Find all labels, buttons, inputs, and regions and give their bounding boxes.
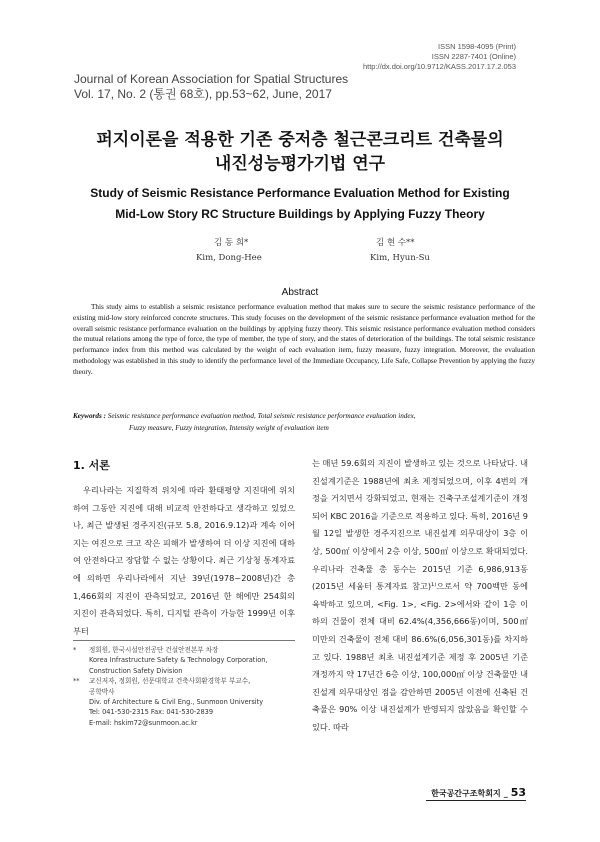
- issn-print: ISSN 1598-4095 (Print): [438, 42, 516, 51]
- footnote-1-line1: 정회원, 한국시설안전공단 건설안전본부 차장: [89, 646, 219, 654]
- footnote-2-line4: Tel: 041-530-2315 Fax: 041-530-2839: [89, 708, 214, 717]
- footnote-divider: [73, 640, 295, 641]
- footnote-2: [73, 676, 295, 728]
- footnotes: [73, 645, 295, 728]
- page-footer: [431, 786, 526, 799]
- english-title-line2: Mid-Low Story RC Structure Buildings by Applying Fuzzy Theory: [115, 207, 485, 221]
- journal-name: Journal of Korean Association for Spatial Structures: [74, 72, 349, 86]
- abstract-text: This study aims to establish a seismic resistance performance evaluation method that makes sure to secure the seismic resistance performance of the existing mid-low story reinforced concrete structures. This study focuses on the development of the seismic resistance performance evaluation method for the overall seismic resistance performance evaluation on the buildings by applying fuzzy theory. This seismic resistance performance evaluation method considers the mutual relations among the type of force, the type of member, the type of story, and the states of deterioration of the buildings. The total seismic resistance performance index from this method was calculated by the weight of each evaluation item, fuzzy measure, fuzzy integration. Moreover, the evaluation methodology was established in this study to identify the performance level of the Immediate Occupancy, Life Safe, Collapse Prevention by applying the fuzzy theory.: [73, 303, 535, 376]
- abstract-heading: Abstract: [281, 287, 319, 298]
- author-2: [370, 236, 430, 266]
- doi-link[interactable]: http://dx.doi.org/10.9712/KASS.2017.17.2.053: [362, 62, 516, 71]
- keywords-line1: [73, 410, 535, 422]
- page-number: 53: [510, 786, 526, 799]
- author-1-korean: 김 동 희*: [214, 238, 249, 248]
- right-column-body: 는 매년 59.6회의 지진이 발생하고 있는 것으로 나타났다. 내진설계기준은 1988년에 최초 제정되었으며, 이후 4번의 개정을 거치면서 강화되었고, 현재는 건축구조설계기준이 개정되어 KBC 2016을 기준으로 적용하고 있다. 특히, 2016년 9월 12일 발생한 경주지진으로 내진설계 의무대상이 3층 이상, 500㎡ 이상에서 2층 이상, 500㎡ 이상으로 확대되었다. 우리나라 건축물 총 동수는 2015년 기준 6,986,913동(2015년 세움터 통계자료 참고)¹⁾으로서 약 700백만 동에 육박하고 있으며, <Fig. 1>, <Fig. 2>에서와 같이 1층 이하의 건물이 전체 대비 62.4%(4,356,666동)이며, 500㎡ 미만의 건축물이 전체 대비 86.6%(6,056,301동)를 차지하고 있다. 1988년 최초 내진설계기준 제정 후 2005년 기준 개정까지 약 17년간 6층 이상, 100,000㎡ 이상 건축물만 내진설계 의무대상인 점을 감안하면 2005년 이전에 신축된 건축물은 90% 이상 내진설계가 반영되지 않았음을 확인할 수 있다. 따라: [312, 458, 529, 732]
- author-1-english: Kim, Dong-Hee: [196, 253, 262, 263]
- left-column-body: 우리나라는 지질학적 위치에 따라 환태평양 지진대에 위치하여 그동안 지진에 대해 비교적 안전하다고 생각하고 있었으나, 최근 발생된 경주지진(규모 5.8, 2016.9.12)과 계속 이어지는 여진으로 크고 작은 피해가 발생하여 더 이상 지진에 대하여 안전하다고 장담할 수 없는 상황이다. 최근 기상청 통계자료에 의하면 우리나라에서 지난 39년(1978~2008년)간 총 1,466회의 지진이 관측되었고, 2016년 한 해에만 254회의 지진이 관측되었다. 특히, 디지털 관측이 가능한 1999년 이후부터: [73, 485, 295, 636]
- keywords-text-1: Seismic resistance performance evaluation method, Total seismic resistance performance evaluation index,: [107, 412, 416, 420]
- footnote-2-line2: 공학박사: [89, 687, 115, 696]
- journal-header: [74, 72, 348, 102]
- english-title: [60, 183, 540, 225]
- volume-info: Vol. 17, No. 2 (통권 68호), pp.53~62, June, 2017: [74, 87, 332, 101]
- footnote-1-mark: *: [73, 646, 77, 654]
- footer-separator: _: [503, 789, 508, 798]
- footnote-2-email[interactable]: E-mail: hskim72@sunmoon.ac.kr: [89, 718, 198, 727]
- korean-title-line1: 퍼지이론을 적용한 기존 중저층 철근콘크리트 건축물의: [96, 130, 504, 150]
- footnote-1-line3: Construction Safety Division: [89, 666, 183, 675]
- keywords-line2: Fuzzy measure, Fuzzy integration, Intensity weight of evaluation item: [129, 424, 329, 432]
- author-1: [196, 236, 262, 266]
- author-2-english: Kim, Hyun-Su: [370, 253, 430, 263]
- footnote-2-line1: 교신저자, 정회원, 선문대학교 건축사회환경학부 부교수,: [89, 677, 251, 686]
- keywords: [73, 410, 535, 434]
- issn-block: [363, 42, 516, 72]
- footnote-2-line3: Div. of Architecture & Civil Eng., Sunmoon University: [89, 698, 264, 707]
- issn-online: ISSN 2287-7401 (Online): [431, 52, 516, 61]
- author-2-korean: 김 현 수**: [376, 238, 415, 248]
- english-title-line1: Study of Seismic Resistance Performance Evaluation Method for Existing: [90, 186, 510, 200]
- footnote-2-mark: **: [73, 677, 80, 686]
- keywords-label: Keywords :: [73, 412, 106, 420]
- footer-underline: [426, 800, 526, 801]
- footer-journal-name: 한국공간구조학회지: [431, 789, 501, 798]
- korean-title-line2: 내진성능평가기법 연구: [214, 154, 386, 174]
- korean-title: [60, 128, 540, 176]
- footnote-1: [73, 645, 295, 676]
- section-heading: 1. 서론: [73, 459, 110, 472]
- footnote-1-line2: Korea Infrastructure Safety & Technology Corporation,: [89, 656, 268, 665]
